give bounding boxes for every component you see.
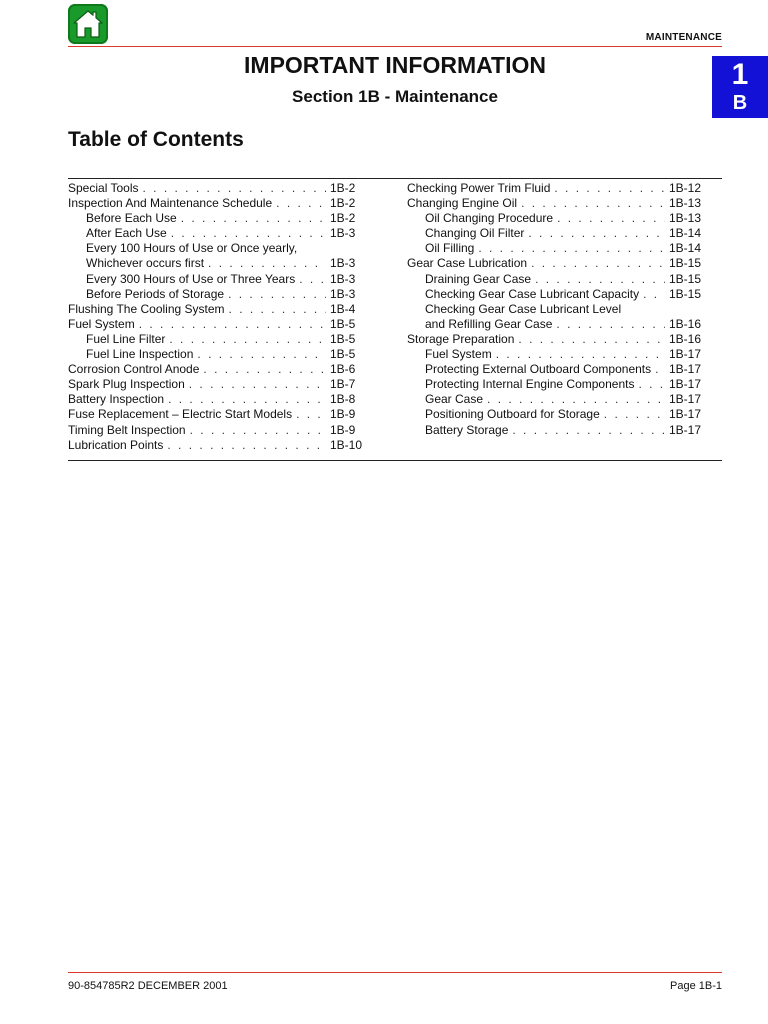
toc-leader-dots <box>228 287 326 302</box>
toc-entry-label: Checking Power Trim Fluid <box>407 181 551 195</box>
toc-entry[interactable] <box>68 423 364 438</box>
toc-leader-dots <box>189 377 326 392</box>
toc-entry-page: 1B-9 <box>330 422 356 437</box>
toc-entry-label: and Refilling Gear Case <box>425 316 553 331</box>
toc-entry-page: 1B-13 <box>669 211 702 226</box>
toc-entry-label: Every 300 Hours of Use or Three Years <box>86 271 296 286</box>
toc-entry[interactable] <box>407 347 703 362</box>
toc-leader-dots <box>554 181 665 196</box>
toc-leader-dots <box>487 392 665 407</box>
toc-leader-dots <box>556 317 665 332</box>
toc-entry-label: Corrosion Control Anode <box>68 362 200 377</box>
toc-entry-label: Draining Gear Case <box>425 271 532 286</box>
toc-entry-page: 1B-5 <box>330 316 356 331</box>
toc-entry-label: Gear Case Lubrication <box>407 256 528 271</box>
toc-entry-page: 1B-2 <box>330 181 356 195</box>
toc-entry[interactable] <box>68 407 364 422</box>
toc-entry-label: Oil Changing Procedure <box>425 211 554 226</box>
toc-entry[interactable] <box>407 392 703 407</box>
toc-entry[interactable] <box>407 181 703 196</box>
page-title: IMPORTANT INFORMATION <box>244 52 546 78</box>
toc-entry-page: 1B-5 <box>330 347 356 362</box>
toc-entry-page: 1B-15 <box>669 286 702 301</box>
toc-entry[interactable] <box>407 302 703 317</box>
toc-entry[interactable] <box>68 241 364 256</box>
header-divider <box>68 46 722 47</box>
home-icon <box>71 8 105 40</box>
toc-entry-page: 1B-6 <box>330 362 356 377</box>
toc-leader-dots <box>208 256 326 271</box>
tab-number: 1 <box>731 58 749 91</box>
toc-entry-page: 1B-3 <box>330 286 356 301</box>
toc-entry-label: Lubrication Points <box>68 437 164 452</box>
toc-leader-dots <box>171 226 326 241</box>
toc-entry-label: Checking Gear Case Lubricant Level <box>425 301 622 316</box>
toc-entry[interactable] <box>68 272 364 287</box>
toc-entry-label: Changing Oil Filter <box>425 226 525 241</box>
toc-entry[interactable] <box>407 272 703 287</box>
toc-entry-label: Fuel Line Filter <box>86 331 166 346</box>
toc-entry-label: Whichever occurs first <box>86 256 205 271</box>
toc-entry-page: 1B-7 <box>330 377 356 392</box>
toc-entry[interactable] <box>407 377 703 392</box>
toc-entry[interactable] <box>68 287 364 302</box>
toc-entry-label: Gear Case <box>425 392 484 407</box>
toc-leader-dots <box>512 423 665 438</box>
toc-leader-dots <box>535 272 665 287</box>
toc-entry-label: Positioning Outboard for Storage <box>425 407 600 422</box>
toc-entry-page: 1B-17 <box>669 422 702 437</box>
home-button[interactable] <box>68 4 108 44</box>
toc-entry-page: 1B-13 <box>669 196 702 211</box>
toc-entry-page: 1B-17 <box>669 392 702 407</box>
toc-entry-page: 1B-9 <box>330 407 356 422</box>
toc-leader-dots <box>169 332 326 347</box>
toc-entry-label: Before Each Use <box>86 211 177 226</box>
toc-entry-label: Oil Filling <box>425 241 475 256</box>
toc-entry-page: 1B-4 <box>330 301 356 316</box>
toc-entry-label: Fuel System <box>68 316 135 331</box>
toc-entry[interactable] <box>407 241 703 256</box>
toc-entry-page: 1B-3 <box>330 271 356 286</box>
toc-left-column <box>68 181 364 453</box>
toc-leader-dots <box>143 181 327 196</box>
toc-leader-dots <box>655 362 665 377</box>
toc-entry-page: 1B-5 <box>330 331 356 346</box>
toc-entry-label: Battery Storage <box>425 422 509 437</box>
toc-top-rule <box>68 178 722 179</box>
toc-entry[interactable] <box>68 362 364 377</box>
toc-leader-dots <box>276 196 326 211</box>
footer-page-number: Page 1B-1 <box>670 980 722 992</box>
toc-entry[interactable] <box>68 211 364 226</box>
toc-leader-dots <box>604 407 665 422</box>
toc-leader-dots <box>643 287 665 302</box>
toc-leader-dots <box>181 211 326 226</box>
footer-divider <box>68 972 722 973</box>
toc-entry-label: Changing Engine Oil <box>407 196 518 211</box>
toc-entry[interactable] <box>68 347 364 362</box>
toc-leader-dots <box>528 226 665 241</box>
toc-entry-page: 1B-2 <box>330 211 356 226</box>
toc-entry-label: After Each Use <box>86 226 167 241</box>
toc-entry-label: Before Periods of Storage <box>86 286 225 301</box>
toc-entry[interactable] <box>68 256 364 271</box>
footer-doc-id: 90-854785R2 DECEMBER 2001 <box>68 980 228 992</box>
toc-entry-page: 1B-3 <box>330 256 356 271</box>
toc-entry-page: 1B-17 <box>669 362 702 377</box>
toc-entry-label: Fuse Replacement – Electric Start Models <box>68 407 293 422</box>
toc-entry-page: 1B-2 <box>330 196 356 211</box>
toc-entry-label: Protecting Internal Engine Components <box>425 377 635 392</box>
toc-entry-page: 1B-8 <box>330 392 356 407</box>
toc-entry[interactable] <box>68 377 364 392</box>
toc-entry-page: 1B-14 <box>669 241 702 256</box>
toc-entry-page: 1B-17 <box>669 377 702 392</box>
toc-entry[interactable] <box>407 317 703 332</box>
toc-leader-dots <box>167 438 326 453</box>
toc-entry-label: Checking Gear Case Lubricant Capacity <box>425 286 640 301</box>
toc-entry-label: Battery Inspection <box>68 392 165 407</box>
toc-leader-dots <box>190 423 326 438</box>
tab-letter: B <box>732 92 748 114</box>
toc-entry-label: Storage Preparation <box>407 331 515 346</box>
toc-entry-page: 1B-12 <box>669 181 702 195</box>
toc-leader-dots <box>296 407 326 422</box>
toc-leader-dots <box>139 317 326 332</box>
toc-leader-dots <box>229 302 326 317</box>
toc-entry-label: Fuel Line Inspection <box>86 347 194 362</box>
toc-entry-label: Protecting External Outboard Components <box>425 362 652 377</box>
toc-entry[interactable] <box>68 302 364 317</box>
toc-entry-page: 1B-15 <box>669 256 702 271</box>
toc-entry[interactable] <box>407 407 703 422</box>
toc-leader-dots <box>496 347 665 362</box>
toc-entry-page: 1B-10 <box>330 437 363 452</box>
toc-entry[interactable] <box>407 211 703 226</box>
toc-entry[interactable] <box>407 287 703 302</box>
toc-entry[interactable] <box>407 423 703 438</box>
toc-bottom-rule <box>68 460 722 461</box>
toc-entry[interactable] <box>68 226 364 241</box>
toc-entry-label: Timing Belt Inspection <box>68 422 186 437</box>
toc-entry[interactable] <box>68 392 364 407</box>
toc-entry[interactable] <box>68 181 364 196</box>
toc-entry-page: 1B-14 <box>669 226 702 241</box>
toc-entry-label: Special Tools <box>68 181 139 195</box>
toc-entry-page: 1B-17 <box>669 407 702 422</box>
toc-entry-label: Spark Plug Inspection <box>68 377 185 392</box>
page-subtitle: Section 1B - Maintenance <box>292 87 498 106</box>
toc-leader-dots <box>518 332 665 347</box>
toc-leader-dots <box>299 272 326 287</box>
toc-entry-page: 1B-15 <box>669 271 702 286</box>
toc-leader-dots <box>638 377 665 392</box>
toc-leader-dots <box>521 196 665 211</box>
toc-entry-label: Inspection And Maintenance Schedule <box>68 196 273 211</box>
toc-entry-page: 1B-16 <box>669 331 702 346</box>
toc-entry-page: 1B-3 <box>330 226 356 241</box>
toc-entry[interactable] <box>68 196 364 211</box>
toc-entry-page: 1B-17 <box>669 347 702 362</box>
toc-entry-label: Flushing The Cooling System <box>68 301 225 316</box>
toc-entry[interactable] <box>407 196 703 211</box>
toc-entry[interactable] <box>407 362 703 377</box>
toc-leader-dots <box>531 256 665 271</box>
toc-entry[interactable] <box>68 332 364 347</box>
toc-entry[interactable] <box>68 317 364 332</box>
toc-right-column <box>407 181 703 438</box>
toc-leader-dots <box>168 392 326 407</box>
toc-heading: Table of Contents <box>68 128 244 151</box>
section-label: MAINTENANCE <box>645 32 722 43</box>
toc-entry[interactable] <box>68 438 364 453</box>
toc-entry[interactable] <box>407 332 703 347</box>
toc-entry-label: Every 100 Hours of Use or Once yearly, <box>86 241 298 256</box>
toc-leader-dots <box>478 241 665 256</box>
toc-entry[interactable] <box>407 226 703 241</box>
toc-entry-label: Fuel System <box>425 347 492 362</box>
toc-entry-page: 1B-16 <box>669 316 702 331</box>
toc-leader-dots <box>203 362 326 377</box>
toc-leader-dots <box>197 347 326 362</box>
toc-entry[interactable] <box>407 256 703 271</box>
toc-leader-dots <box>557 211 665 226</box>
